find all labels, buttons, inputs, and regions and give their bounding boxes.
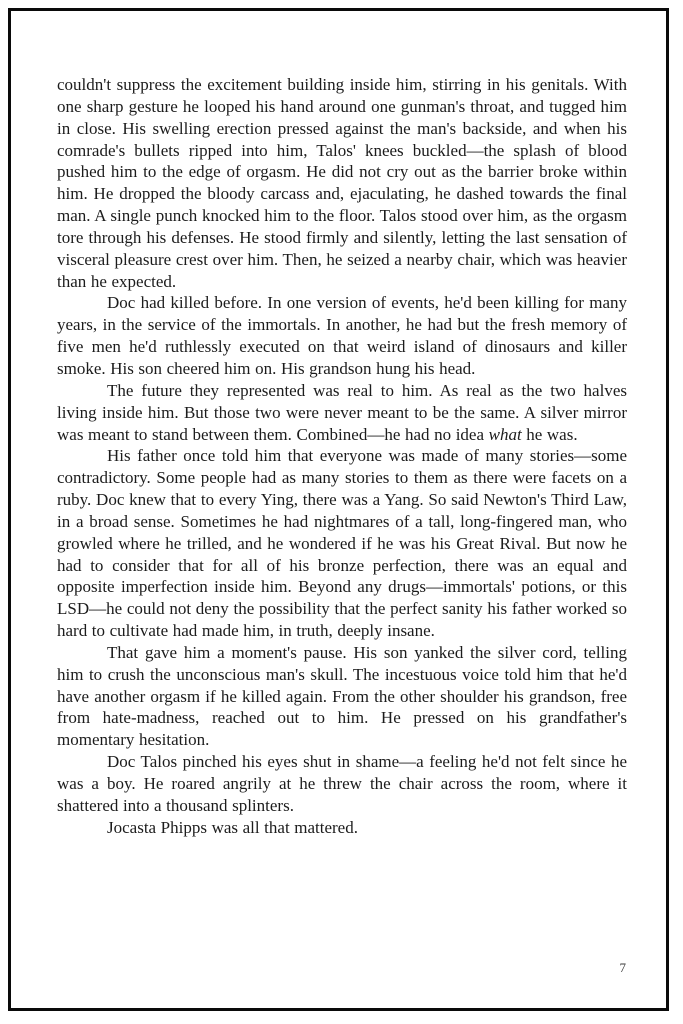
page-number: 7	[619, 960, 626, 975]
paragraph: His father once told him that everyone was made of many stories—some contradictory. Some people had as many stories to them as there were facets on a ruby. Doc knew that to every Ying, there was a Yang. So said Newton's Third Law, in a broad sense. Sometimes he had nightmares of a tall, long-fingered man, who growled where he trilled, and he wondered if he was his Great Rival. But now he had to consider that for all of his bronze perfection, there was an equal and opposite imperfection inside him. Beyond any drugs—immortals' potions, or this LSD—he could not deny the possibility that the perfect sanity his father worked so hard to cultivate had made him, in truth, deeply insane.	[57, 446, 627, 641]
paragraph-segment-italic: what	[488, 424, 522, 444]
paragraph: That gave him a moment's pause. His son yanked the silver cord, telling him to crush the unconscious man's skull. The incestuous voice told him that he'd have another orgasm if he killed again. From the other shoulder his grandson, free from hate-madness, reached out to him. He pressed on his grandfather's momentary hesitation.	[57, 642, 627, 750]
paragraph-segment: The future they represented was real to him. As real as the two halves living inside him. But those two were never meant to be the same. A silver mirror was meant to stand between them. Combined—he had no idea	[57, 380, 627, 444]
paragraph: Jocasta Phipps was all that mattered.	[107, 817, 358, 837]
paragraph: couldn't suppress the excitement building inside him, stirring in his genitals. With one sharp gesture he looped his hand around one gunman's throat, and tugged him in close. His swelling erection pressed against the man's backside, and when his comrade's bullets ripped into him, Talos' knees buckled—the splash of blood pushed him to the edge of orgasm. He did not cry out as the barrier broke within him. He dropped the bloody carcass and, ejaculating, he dashed towards the final man. A single punch knocked him to the floor. Talos stood over him, as the orgasm tore through his defenses. He stood firmly and silently, letting the last sensation of visceral pleasure crest over him. Then, he seized a nearby chair, which was heavier than he expected.	[57, 75, 627, 291]
paragraph: Doc had killed before. In one version of events, he'd been killing for many years, in the service of the immortals. In another, he had but the fresh memory of five men he'd ruthlessly executed on that weird island of dinosaurs and killer smoke. His son cheered him on. His grandson hung his head.	[57, 293, 627, 378]
paragraph-segment: he was.	[521, 424, 578, 444]
paragraph: Doc Talos pinched his eyes shut in shame—a feeling he'd not felt since he was a boy. He roared angrily at he threw the chair across the room, where it shattered into a thousand splinters.	[57, 752, 627, 815]
page-text	[57, 74, 627, 839]
paragraph	[57, 380, 627, 446]
